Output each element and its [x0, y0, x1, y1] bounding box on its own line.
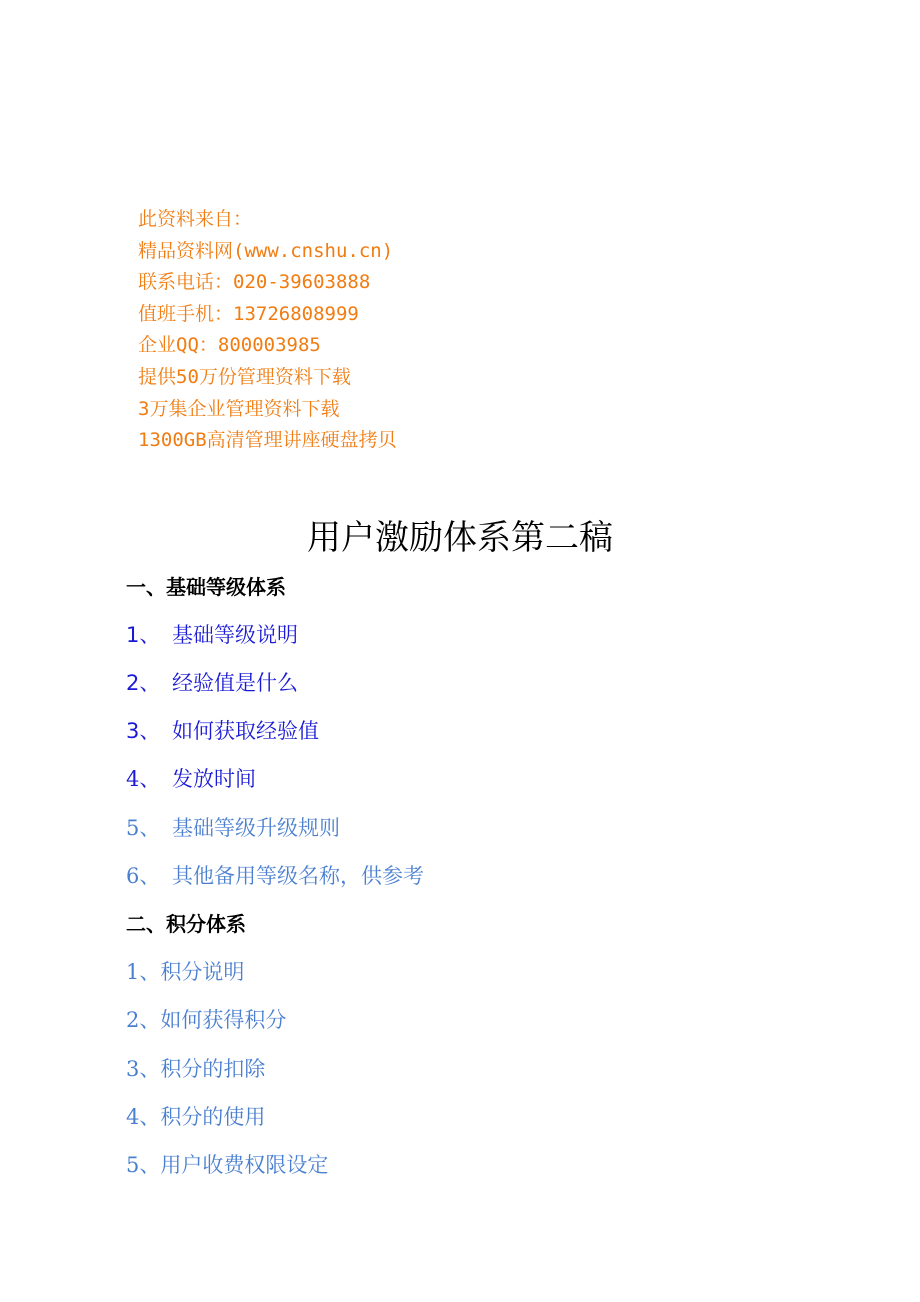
list-item [126, 1054, 265, 1084]
list-item-number: 1、 [126, 960, 161, 984]
list-item [126, 813, 340, 843]
list-item-number: 2、 [126, 671, 161, 695]
promo-website: 精品资料网(www.cnshu.cn) [138, 239, 394, 262]
list-item-text: 如何获取经验值 [172, 719, 319, 743]
list-item-text: 积分说明 [160, 960, 245, 984]
list-item-number: 1、 [126, 623, 161, 647]
list-item-text: 积分的使用 [160, 1105, 266, 1129]
list-item-number: 6、 [126, 864, 161, 888]
list-item-text: 用户收费权限设定 [160, 1153, 329, 1177]
list-item-text: 积分的扣除 [160, 1057, 266, 1081]
promo-offer-2: 3万集企业管理资料下载 [138, 397, 340, 420]
section-heading-points: 二、积分体系 [126, 912, 246, 936]
promo-phone: 联系电话：020-39603888 [138, 271, 371, 294]
list-item [126, 957, 244, 987]
list-item-text: 发放时间 [172, 767, 256, 791]
list-item-number: 4、 [126, 767, 161, 791]
list-item-number: 3、 [126, 719, 161, 743]
list-item [126, 1150, 328, 1180]
list-item-text: 经验值是什么 [172, 671, 298, 695]
list-item-number: 5、 [126, 816, 161, 840]
promo-mobile: 值班手机：13726808999 [138, 302, 359, 325]
list-item-text: 其他备用等级名称，供参考 [172, 864, 424, 888]
list-item [126, 1102, 265, 1132]
list-item [126, 620, 298, 650]
promo-qq: 企业QQ：800003985 [138, 334, 321, 357]
list-item [126, 1005, 286, 1035]
promo-offer-1: 提供50万份管理资料下载 [138, 365, 351, 388]
promo-offer-3: 1300GB高清管理讲座硬盘拷贝 [138, 429, 397, 452]
list-item-text: 基础等级说明 [172, 623, 298, 647]
list-item [126, 716, 319, 746]
list-item-text: 基础等级升级规则 [172, 816, 340, 840]
promo-block [138, 204, 738, 457]
document-title: 用户激励体系第二稿 [307, 518, 613, 558]
list-item-number: 4、 [126, 1105, 161, 1129]
list-item-number: 3、 [126, 1057, 161, 1081]
promo-source-label: 此资料来自： [138, 208, 253, 230]
list-item [126, 668, 298, 698]
list-item [126, 764, 256, 794]
list-item-number: 2、 [126, 1008, 161, 1032]
list-item-text: 如何获得积分 [160, 1008, 287, 1032]
list-item-number: 5、 [126, 1153, 161, 1177]
section-heading-basic-level: 一、基础等级体系 [126, 575, 286, 599]
list-item [126, 861, 424, 891]
